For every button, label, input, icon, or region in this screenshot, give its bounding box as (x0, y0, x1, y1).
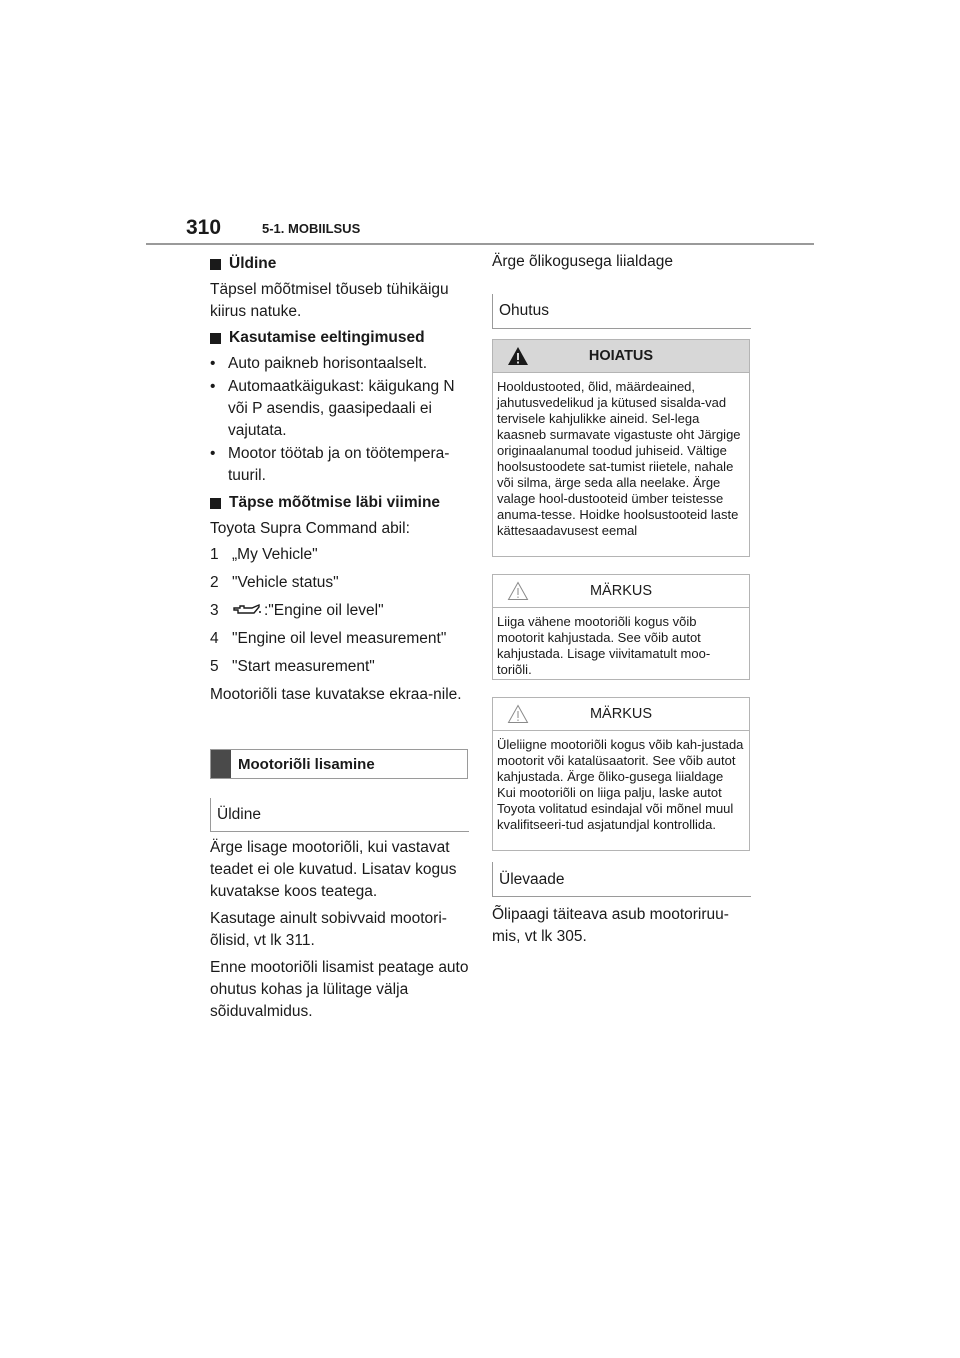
paragraph: Ärge õlikogusega liialdage (492, 253, 673, 270)
step-item: 4 "Engine oil level measurement" (210, 630, 447, 647)
subsection-heading: Üldine (210, 798, 469, 832)
notice-text: Üleliigne mootoriõli kogus võib kah-justada mootorit või katalüsaatorit. See võib autot kahjustada. Ärge õliko-gusega liialdage Kui mootoriõli on liiga palju, laske autot Toyota volitatud esindajal või mõnel muul kvalifitseeri-tud asjatundjal kontrollida. (497, 737, 744, 832)
square-bullet-icon (210, 333, 221, 344)
paragraph: Ärge lisage mootoriõli, kui vastavat teadet ei ole kuvatud. Lisatav kogus kuvatakse koos teatega. (210, 839, 457, 900)
paragraph: Kasutage ainult sobivvaid mootori-õlisid, vt lk 311. (210, 910, 447, 949)
notice-header: MÄRKUS (493, 698, 749, 731)
square-bullet-icon (210, 498, 221, 509)
step-item: 1 „My Vehicle" (210, 546, 318, 563)
left-column (210, 253, 472, 710)
list-item: • Automaatkäigukast: käigukang N või P asendis, gaasipedaali ei vajutata. (210, 378, 455, 439)
paragraph: Mootoriõli tase kuvatakse ekraa-nile. (210, 686, 462, 703)
square-bullet-icon (210, 259, 221, 270)
step-item: 3 :"Engine oil level" (210, 602, 384, 619)
notice-box (492, 574, 750, 680)
subheading-preconditions: Kasutamise eeltingimused (210, 327, 472, 349)
notice-header: MÄRKUS (493, 575, 749, 608)
paragraph: Enne mootoriõli lisamist peatage auto ohutus kohas ja lülitage välja sõiduvalmidus. (210, 959, 469, 1020)
oil-can-icon (232, 603, 262, 617)
caution-triangle-icon (507, 581, 529, 601)
header-rule (146, 243, 814, 245)
section-title: 5-1. MOBIILSUS (262, 221, 361, 236)
section-heading: Mootoriõli lisamine (238, 755, 375, 773)
page-number: 310 (186, 216, 222, 239)
notice-box (492, 697, 750, 851)
subheading-general: Üldine (210, 253, 472, 275)
list-item: • Auto paikneb horisontaalselt. (210, 355, 428, 372)
subsection-heading: Ülevaade (492, 862, 751, 897)
subheading-measurement: Täpse mõõtmise läbi viimine (210, 492, 472, 514)
caution-triangle-icon (507, 704, 529, 724)
step-item: 5 "Start measurement" (210, 658, 375, 675)
warning-box (492, 339, 750, 557)
paragraph: Toyota Supra Command abil: (210, 520, 410, 537)
section-heading-box (210, 749, 468, 779)
left-column-lower (210, 837, 472, 1028)
paragraph: Täpsel mõõtmisel tõuseb tühikäigu kiirus natuke. (210, 281, 449, 320)
notice-text: Liiga vähene mootoriõli kogus võib mootorit kahjustada. See võib autot kahjustada. Lisage viivitamatult moo-toriõli. (497, 614, 711, 677)
heading-marker (211, 750, 231, 778)
paragraph: Õlipaagi täiteava asub mootoriruu-mis, vt lk 305. (492, 906, 729, 945)
list-item: • Mootor töötab ja on töötempera-tuuril. (210, 445, 450, 484)
subsection-heading: Ohutus (492, 294, 751, 329)
warning-header: HOIATUS (493, 340, 749, 373)
step-item: 2 "Vehicle status" (210, 574, 339, 591)
warning-text: Hooldustooted, õlid, määrdeained, jahutusvedelikud ja kütused sisalda-vad tervisele kahjulikke aineid. Sel-lega kaasneb surmavate vigastuste oht Järgige originaalanumal toodud juhiseid. Vältige hoolsustoodete sat-tumist riietele, nahale või silma, ärge seda alla neelake. Ärge valage hool-dustooteid ümber teistesse anuma-tesse. Hoidke hoolsustooteid laste kättesaadavusest eemal (497, 379, 741, 538)
warning-triangle-icon (507, 346, 529, 366)
